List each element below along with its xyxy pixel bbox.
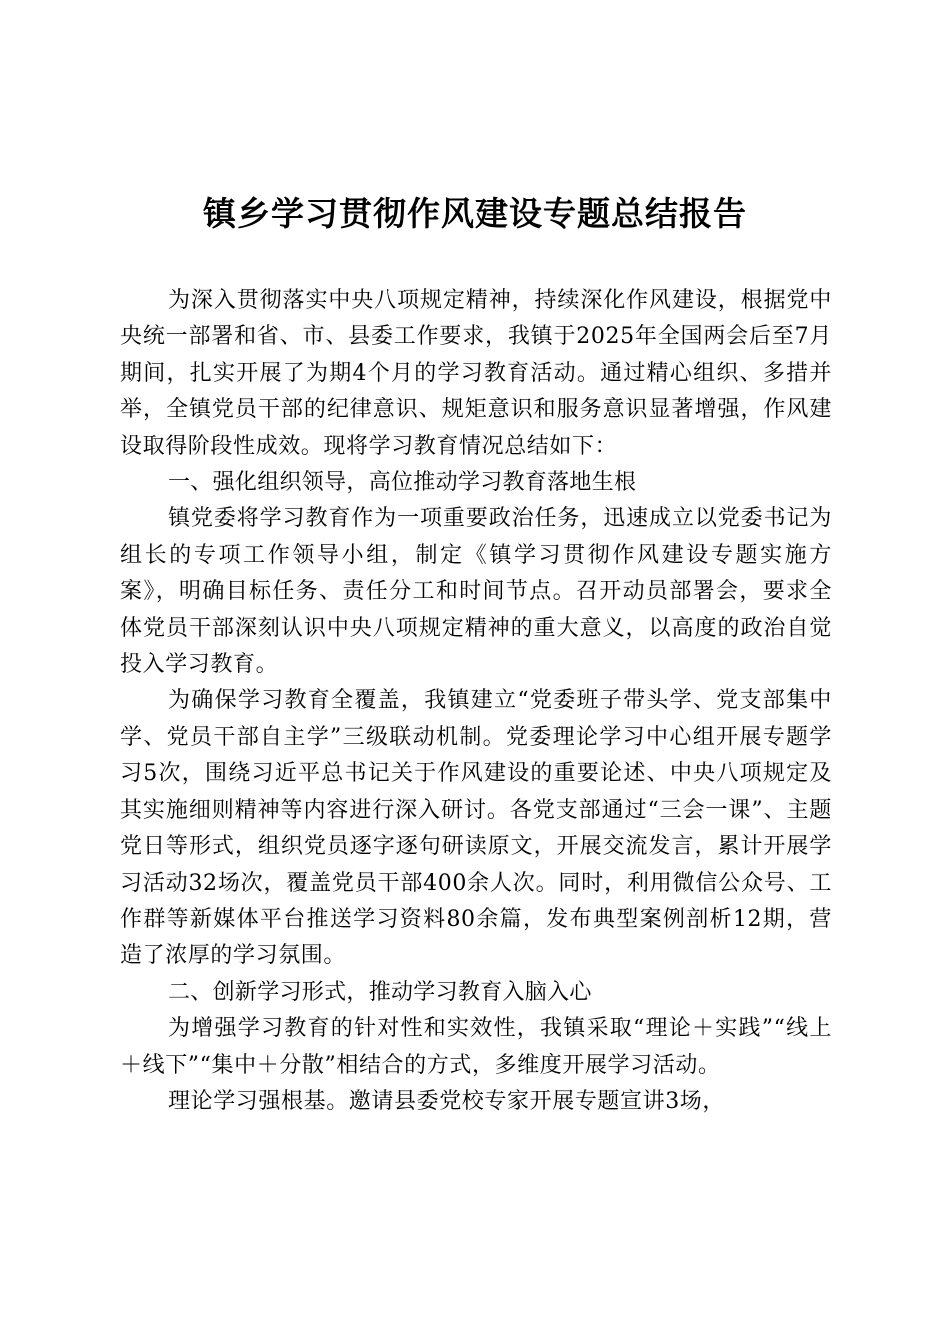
section-heading-1: 一、强化组织领导，高位推动学习教育落地生根 [168, 470, 637, 496]
document-body [120, 283, 832, 1120]
paragraph: 为确保学习教育全覆盖，我镇建立“党委班子带头学、党支部集中学、党员干部自主学”三级联动机制。党委理论学习中心组开展专题学习5次，围绕习近平总书记关于作风建设的重要论述、中央八项规定及其实施细则精神等内容进行深入研讨。各党支部通过“三会一课”、主题党日等形式，组织党员逐字逐句研读原文，开展交流发言，累计开展学习活动32场次，覆盖党员干部400余人次。同时，利用微信公众号、工作群等新媒体平台推送学习资料80余篇，发布典型案例剖析12期，营造了浓厚的学习氛围。 [120, 688, 832, 969]
document-title: 镇乡学习贯彻作风建设专题总结报告 [203, 194, 747, 233]
paragraph: 镇党委将学习教育作为一项重要政治任务，迅速成立以党委书记为组长的专项工作领导小组，制定《镇学习贯彻作风建设专题实施方案》，明确目标任务、责任分工和时间节点。召开动员部署会，要求全体党员干部深刻认识中央八项规定精神的重大意义，以高度的政治自觉投入学习教育。 [120, 506, 832, 678]
section-heading-2: 二、创新学习形式，推动学习教育入脑入心 [168, 979, 592, 1005]
paragraph: 理论学习强根基。邀请县委党校专家开展专题宣讲3场， [168, 1088, 725, 1114]
paragraph: 为增强学习教育的针对性和实效性，我镇采取“理论＋实践”“线上＋线下”“集中＋分散”相结合的方式，多维度开展学习活动。 [120, 1016, 832, 1078]
paragraph-intro: 为深入贯彻落实中央八项规定精神，持续深化作风建设，根据党中央统一部署和省、市、县委工作要求，我镇于2025年全国两会后至7月期间，扎实开展了为期4个月的学习教育活动。通过精心组织、多措并举，全镇党员干部的纪律意识、规矩意识和服务意识显著增强，作风建设取得阶段性成效。现将学习教育情况总结如下： [120, 288, 832, 459]
